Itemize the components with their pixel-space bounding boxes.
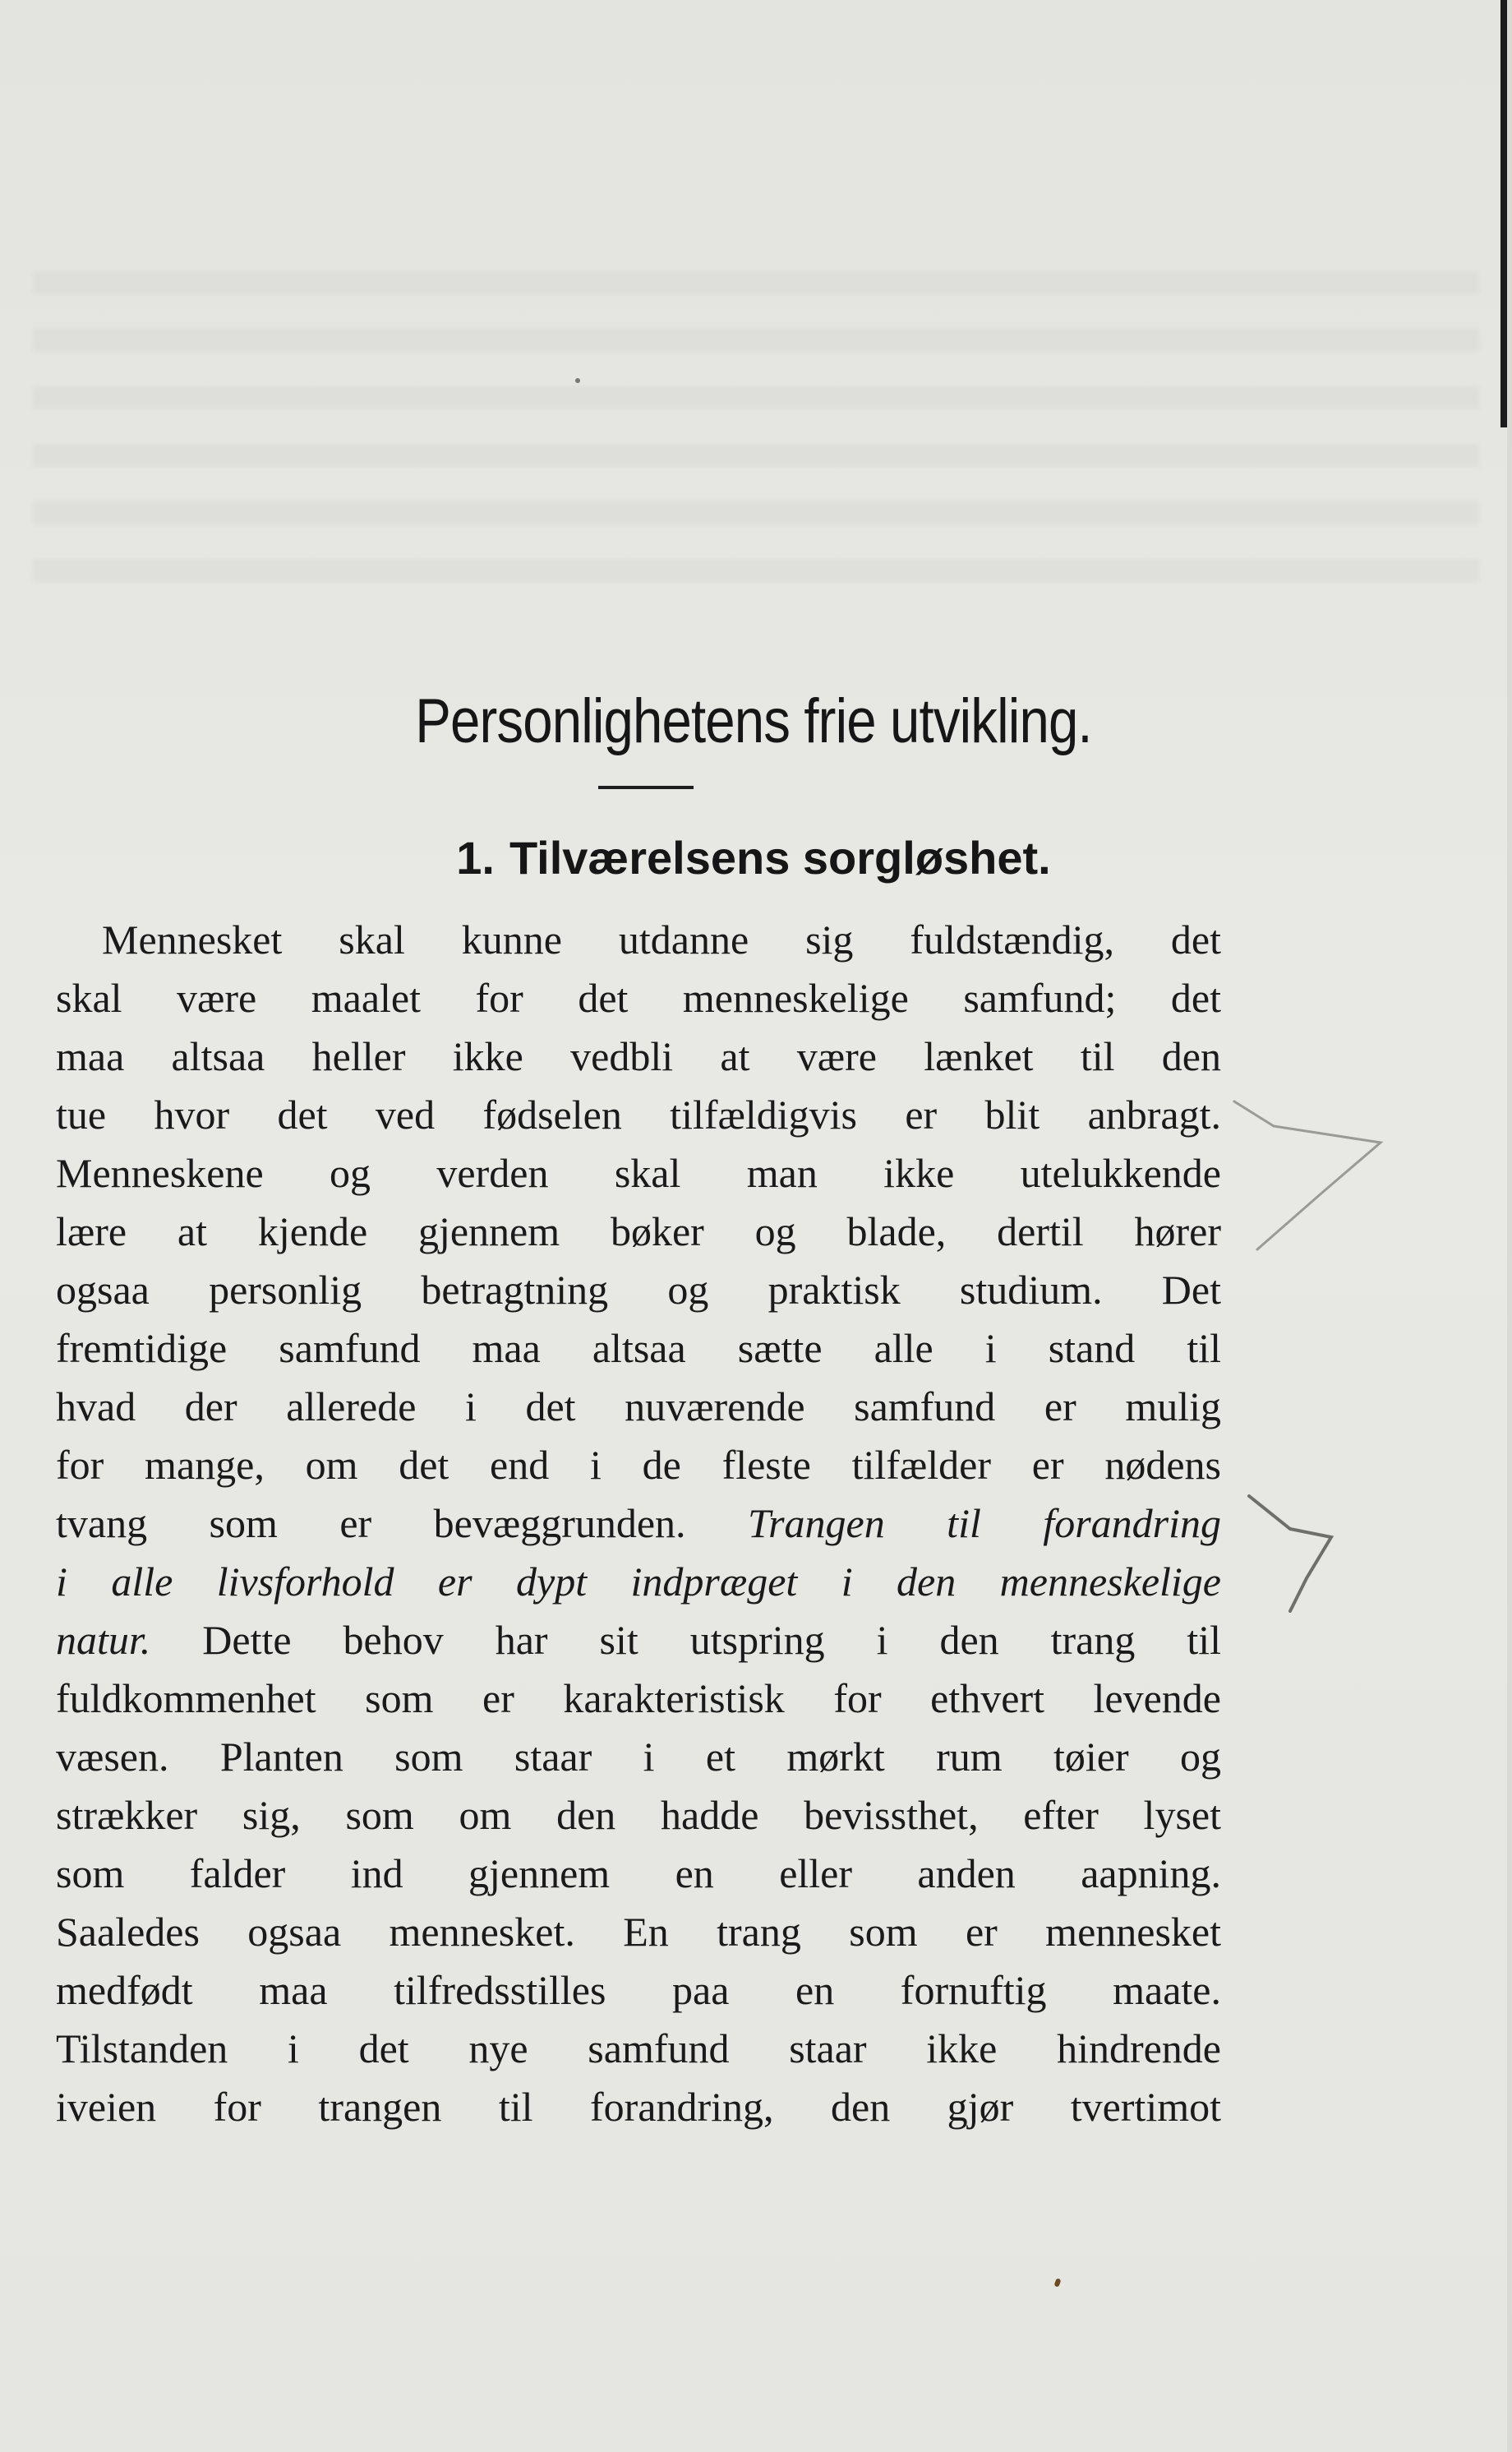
text-line-mixed <box>56 1494 1221 1553</box>
text-line: som falder ind gjennem en eller anden aapning. <box>56 1850 1221 1896</box>
ink-speck <box>575 378 580 383</box>
italic-run: Trangen til forandring <box>748 1500 1222 1546</box>
text-line: maa altsaa heller ikke vedbli at være lænket til den <box>56 1033 1221 1079</box>
text-line: Menneskene og verden skal man ikke utelukkende <box>56 1150 1221 1196</box>
text-line: væsen. Planten som staar i et mørkt rum tøier og <box>56 1734 1221 1780</box>
pencil-bracket-lower <box>1249 1496 1331 1611</box>
section-heading <box>0 832 1507 884</box>
text-line: tue hvor det ved fødselen tilfældigvis er blit anbragt. <box>56 1092 1221 1138</box>
text-line: strækker sig, som om den hadde bevissthet, efter lyset <box>56 1792 1221 1838</box>
body-text <box>56 911 1221 2136</box>
text-line: skal være maalet for det menneskelige samfund; det <box>56 975 1221 1021</box>
text-line: medfødt maa tilfredsstilles paa en fornuftig maate. <box>56 1967 1221 2013</box>
text-line-italic <box>56 1553 1221 1611</box>
plain-run: Dette behov har sit utspring i den trang til <box>202 1617 1222 1663</box>
text-line: ogsaa personlig betragtning og praktisk studium. Det <box>56 1267 1221 1313</box>
page-edge-shadow <box>1500 0 1507 427</box>
bleed-through-text <box>33 271 1479 616</box>
text-line: lære at kjende gjennem bøker og blade, dertil hører <box>56 1208 1221 1254</box>
text-line: iveien for trangen til forandring, den gjør tvertimot <box>56 2084 1221 2130</box>
text-line: hvad der allerede i det nuværende samfund er mulig <box>56 1383 1221 1429</box>
text-line: Saaledes ogsaa mennesket. En trang som er mennesket <box>56 1909 1221 1955</box>
section-number: 1. <box>456 832 495 884</box>
text-line-mixed <box>56 1611 1221 1669</box>
title-divider <box>598 786 694 789</box>
pencil-margin-marks <box>1224 1069 1422 1644</box>
pencil-bracket-upper <box>1234 1101 1381 1249</box>
text-line: Mennesket skal kunne utdanne sig fuldstændig, det <box>102 917 1221 963</box>
plain-run: tvang som er bevæggrunden. <box>56 1500 686 1546</box>
text-line: fuldkommenhet som er karakteristisk for ethvert levende <box>56 1675 1221 1721</box>
italic-run: i alle livsforhold er dypt indpræget i den menneskelige <box>56 1558 1221 1605</box>
text-line: for mange, om det end i de fleste tilfælder er nødens <box>56 1442 1221 1488</box>
section-title: Tilværelsens sorgløshet. <box>509 832 1051 884</box>
chapter-title: Personlighetens frie utvikling. <box>415 686 1092 756</box>
text-line: fremtidige samfund maa altsaa sætte alle i stand til <box>56 1325 1221 1371</box>
text-line: Tilstanden i det nye samfund staar ikke hindrende <box>56 2025 1221 2071</box>
ink-speck <box>1053 2278 1061 2287</box>
italic-run: natur. <box>56 1617 151 1663</box>
